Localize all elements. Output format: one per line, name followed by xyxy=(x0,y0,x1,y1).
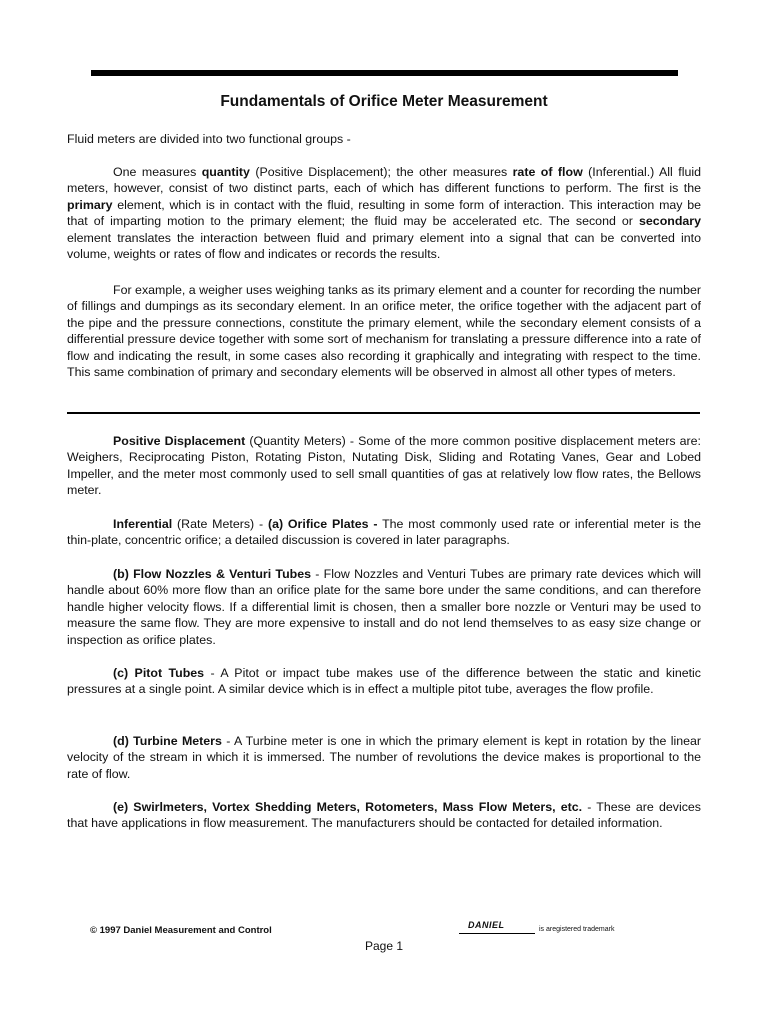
document-title: Fundamentals of Orifice Meter Measurement xyxy=(220,93,548,110)
paragraph-other-meters xyxy=(67,799,701,832)
text-run: element translates the interaction between fluid and primary element into a signal that can be converted into volume, weights or rates of flow and indicates or records the results. xyxy=(67,230,701,262)
page-number: Page 1 xyxy=(364,939,404,953)
logo-text: DANIEL xyxy=(468,920,505,930)
text-run: (Inferential.) All fluid meters, however, consist of two distinct parts, each of which has different functions to perform. The first is the xyxy=(67,165,701,196)
text-run: For example, a weigher uses weighing tanks as its primary element and a counter for recording the number of fillings and dumpings as its secondary element. In an orifice meter, the orifice together with the adjacent part of the pipe and the pressure connections, constitute the primary element, while the secondary element consists of a differential pressure device together with some sort of mechanism for translating a pressure difference into a rate of flow and indicating the result, in some cases also recording it graphically and integrating with respect to the time. This same combination of primary and secondary elements will be observed in almost all other types of meters. xyxy=(67,283,701,380)
paragraph-positive-displacement xyxy=(67,433,701,499)
paragraph-flow-nozzles xyxy=(67,566,701,648)
bold-term: Inferential xyxy=(113,517,173,531)
bold-term: (a) Orifice Plates - xyxy=(267,517,378,531)
bold-term: (d) Turbine Meters xyxy=(113,734,222,748)
bold-term: Positive Displacement xyxy=(113,434,246,448)
paragraph-inferential xyxy=(67,516,701,549)
text-run: - Flow Nozzles and Venturi Tubes are primary rate devices which will handle about 60% more flow than an orifice plate for the same bore under the same conditions, and can therefore handle higher velocity flows. If a differential limit is chosen, then a smaller bore nozzle or Venturi may be used to measure the same flow. They are more expensive to install and do not lend themselves to as easy size change or inspection as orifice plates. xyxy=(67,567,701,647)
text-run: - These are devices that have applications in flow measurement. The manufacturers should be contacted for detailed information. xyxy=(67,800,701,831)
bold-term: (b) Flow Nozzles & Venturi Tubes xyxy=(113,567,312,581)
bold-term: primary xyxy=(67,197,113,212)
text-run: The most commonly used rate or inferential meter is the thin-plate, concentric orifice; a detailed discussion is covered in later paragraphs. xyxy=(67,517,701,548)
text-run: One measures xyxy=(113,165,202,179)
bold-term: rate of flow xyxy=(512,165,583,179)
paragraph-example xyxy=(67,282,701,380)
trademark-note: is aregistered trademark xyxy=(539,926,615,933)
bold-term: (c) Pitot Tubes xyxy=(113,666,205,680)
intro-paragraph: Fluid meters are divided into two functional groups - xyxy=(67,132,351,146)
text-run: (Quantity Meters) - Some of the more common positive displacement meters are: Weighers, Reciprocating Piston, Rotating Piston, Nutating Disk, Sliding and Rotating Vanes, Gear and Lobed Impeller, and the meter most commonly used to sell small quantities of gas at relatively low flow rates, the Bellows meter. xyxy=(67,434,702,498)
daniel-logo xyxy=(459,921,535,934)
paragraph-meter-parts xyxy=(67,164,701,262)
text-run: - A Pitot or impact tube makes use of the difference between the static and kinetic pressures at a single point. A similar device which is in effect a multiple pitot tube, averages the flow profile. xyxy=(67,666,702,697)
bold-term: quantity xyxy=(201,165,250,179)
text-run: (Positive Displacement); the other measures xyxy=(249,165,513,179)
bold-term: (e) Swirlmeters, Vortex Shedding Meters, Rotometers, Mass Flow Meters, etc. xyxy=(113,800,583,814)
section-divider xyxy=(67,412,700,414)
top-rule xyxy=(91,70,678,76)
paragraph-pitot-tubes xyxy=(67,665,701,698)
copyright-notice: © 1997 Daniel Measurement and Control xyxy=(90,925,272,936)
text-run: element, which is in contact with the fluid, resulting in some form of interaction. This interaction may be that of imparting motion to the primary element; the fluid may be accelerated etc. The second or xyxy=(67,197,701,229)
text-run: - A Turbine meter is one in which the primary element is kept in rotation by the linear velocity of the stream in which it is immersed. The number of revolutions the device makes is proportional to the rate of flow. xyxy=(67,734,701,781)
paragraph-turbine-meters xyxy=(67,733,701,782)
bold-term: secondary xyxy=(639,214,701,229)
text-run: (Rate Meters) - xyxy=(172,517,268,531)
